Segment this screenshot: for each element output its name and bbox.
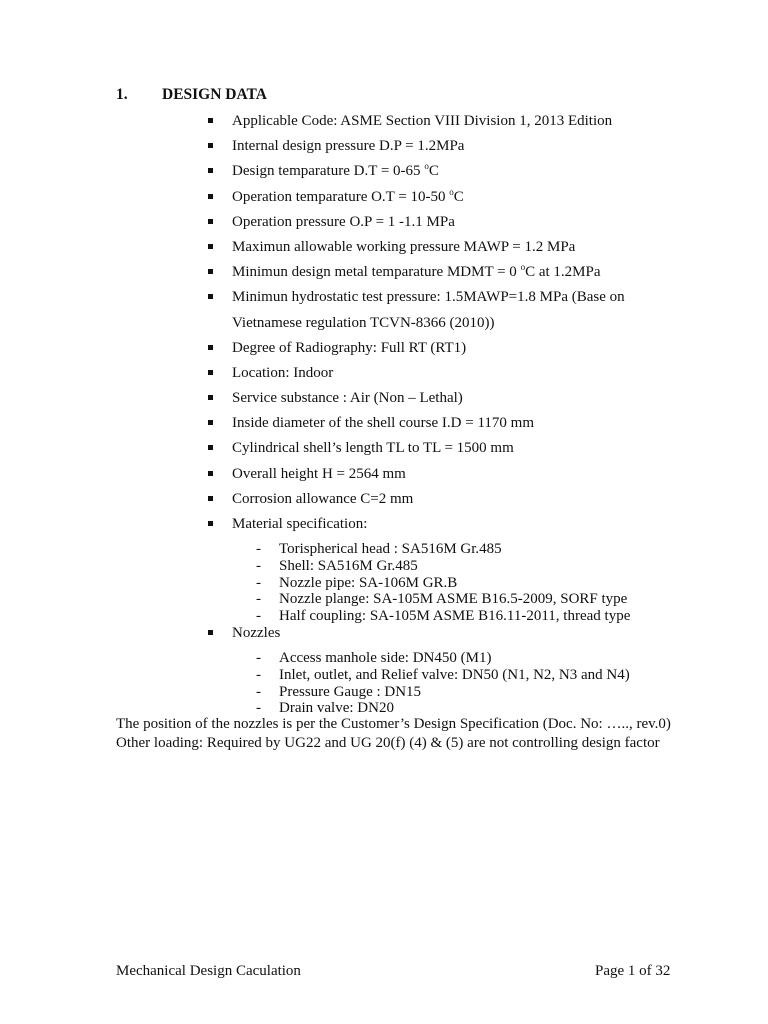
item-text: Minimun hydrostatic test pressure: 1.5MAWP=1.8 MPa (Base on Vietnamese regulation TCVN-8366 (2010)) [232,289,625,331]
item-unit: C at 1.2MPa [525,264,601,281]
list-item-text [232,487,672,512]
material-item [0,558,768,575]
bullet-marker [208,370,213,375]
material-specification-list [0,541,768,625]
degree-superscript: o [520,262,526,273]
dash-marker: - [256,683,261,700]
list-item [0,134,768,159]
list-item-text [232,285,652,335]
bullet-marker [208,244,213,249]
list-item [0,386,768,411]
bullet-marker [208,630,213,635]
footer-title: Mechanical Design Caculation [116,963,301,979]
dash-marker: - [256,650,261,666]
item-text: Cylindrical shell’s length TL to TL = 1500 mm [232,440,514,457]
item-text: Operation temparature O.T = 10-50 [232,188,450,205]
bullet-marker [208,168,213,173]
degree-superscript: o [449,186,454,197]
sub-item-text: Pressure Gauge : DN15 [279,683,422,700]
list-item [0,436,768,461]
list-item-text [232,159,672,184]
bullet-marker [208,471,213,476]
list-item [0,159,768,184]
list-item [0,462,768,487]
bullet-marker [208,345,213,350]
item-text: Service substance : Air (Non – Lethal) [232,390,463,407]
list-item-text [232,436,672,461]
dash-marker: - [256,591,261,608]
list-item [0,210,768,235]
list-item-text [232,361,672,386]
bullet-marker [208,294,213,299]
material-item [0,591,768,608]
item-unit: C [453,188,464,205]
list-item-text [232,260,672,285]
section-title: DESIGN DATA [162,86,267,103]
nozzle-item [0,684,768,701]
item-text: Degree of Radiography: Full RT (RT1) [232,339,467,356]
nozzles-label: Nozzles [232,625,281,641]
nozzle-list [0,650,768,717]
nozzle-item [0,700,768,717]
list-item [0,336,768,361]
item-text: Minimun design metal temparature MDMT = 0 [232,264,521,281]
nozzle-item [0,667,768,684]
list-item-text [232,512,672,537]
degree-superscript: o [424,161,429,172]
dash-marker: - [256,700,261,717]
sub-item-text: Nozzle plange: SA-105M ASME B16.5-2009, SORF type [279,591,628,608]
list-item-text [232,134,672,159]
sub-item-text: Access manhole side: DN450 (M1) [279,650,492,666]
item-text: Operation pressure O.P = 1 -1.1 MPa [232,213,455,230]
list-item-text [232,210,672,235]
list-item [0,487,768,512]
item-unit: C [428,163,439,180]
dash-marker: - [256,608,261,625]
section-heading [116,86,267,104]
list-item-text [232,386,672,411]
list-item [0,621,768,646]
dash-marker: - [256,574,261,591]
list-item-text [232,109,672,134]
list-item [0,411,768,436]
item-text: Design temparature D.T = 0-65 [232,163,425,180]
list-item [0,260,768,285]
dash-marker: - [256,557,261,574]
list-item [0,109,768,134]
list-item-text [232,336,672,361]
sub-item-text: Nozzle pipe: SA-106M GR.B [279,574,458,591]
nozzle-item [0,650,768,667]
sub-item-text: Inlet, outlet, and Relief valve: DN50 (N1, N2, N3 and N4) [279,666,630,683]
bullet-marker [208,219,213,224]
item-text: Maximun allowable working pressure MAWP = 1.2 MPa [232,238,576,255]
bullet-marker [208,118,213,123]
bullet-marker [208,395,213,400]
list-item-text [232,462,672,487]
sub-item-text: Shell: SA516M Gr.485 [279,557,418,574]
list-item-text [232,185,672,210]
dash-marker: - [256,666,261,683]
list-item [0,512,768,537]
item-text: Material specification: [232,516,368,533]
bullet-marker [208,143,213,148]
other-loading-paragraph: Other loading: Required by UG22 and UG 20(f) (4) & (5) are not controlling design factor [116,735,660,751]
bullet-marker [208,445,213,450]
item-text: Corrosion allowance C=2 mm [232,490,414,507]
item-text: Inside diameter of the shell course I.D = 1170 mm [232,415,534,432]
bullet-marker [208,496,213,501]
list-item [0,235,768,260]
bullet-marker [208,420,213,425]
material-item [0,575,768,592]
material-item [0,541,768,558]
nozzle-position-paragraph: The position of the nozzles is per the Customer’s Design Specification (Doc. No: ….., rev.0) [116,716,671,732]
item-text: Applicable Code: ASME Section VIII Division 1, 2013 Edition [232,113,613,129]
nozzles-heading-list [0,621,768,646]
list-item [0,361,768,386]
bullet-marker [208,194,213,199]
bullet-marker [208,521,213,526]
sub-item-text: Torispherical head : SA516M Gr.485 [279,541,502,557]
sub-item-text: Drain valve: DN20 [279,700,394,717]
list-item [0,185,768,210]
list-item-text [232,411,672,436]
bullet-marker [208,269,213,274]
dash-marker: - [256,541,261,557]
item-text: Overall height H = 2564 mm [232,465,406,482]
page-number: Page 1 of 32 [595,963,671,979]
design-data-list [0,109,768,537]
item-text: Location: Indoor [232,364,334,381]
item-text: Internal design pressure D.P = 1.2MPa [232,138,465,155]
section-number: 1. [116,86,128,103]
sub-item-text: Half coupling: SA-105M ASME B16.11-2011, thread type [279,608,631,625]
list-item [0,285,768,335]
list-item-text [232,235,672,260]
